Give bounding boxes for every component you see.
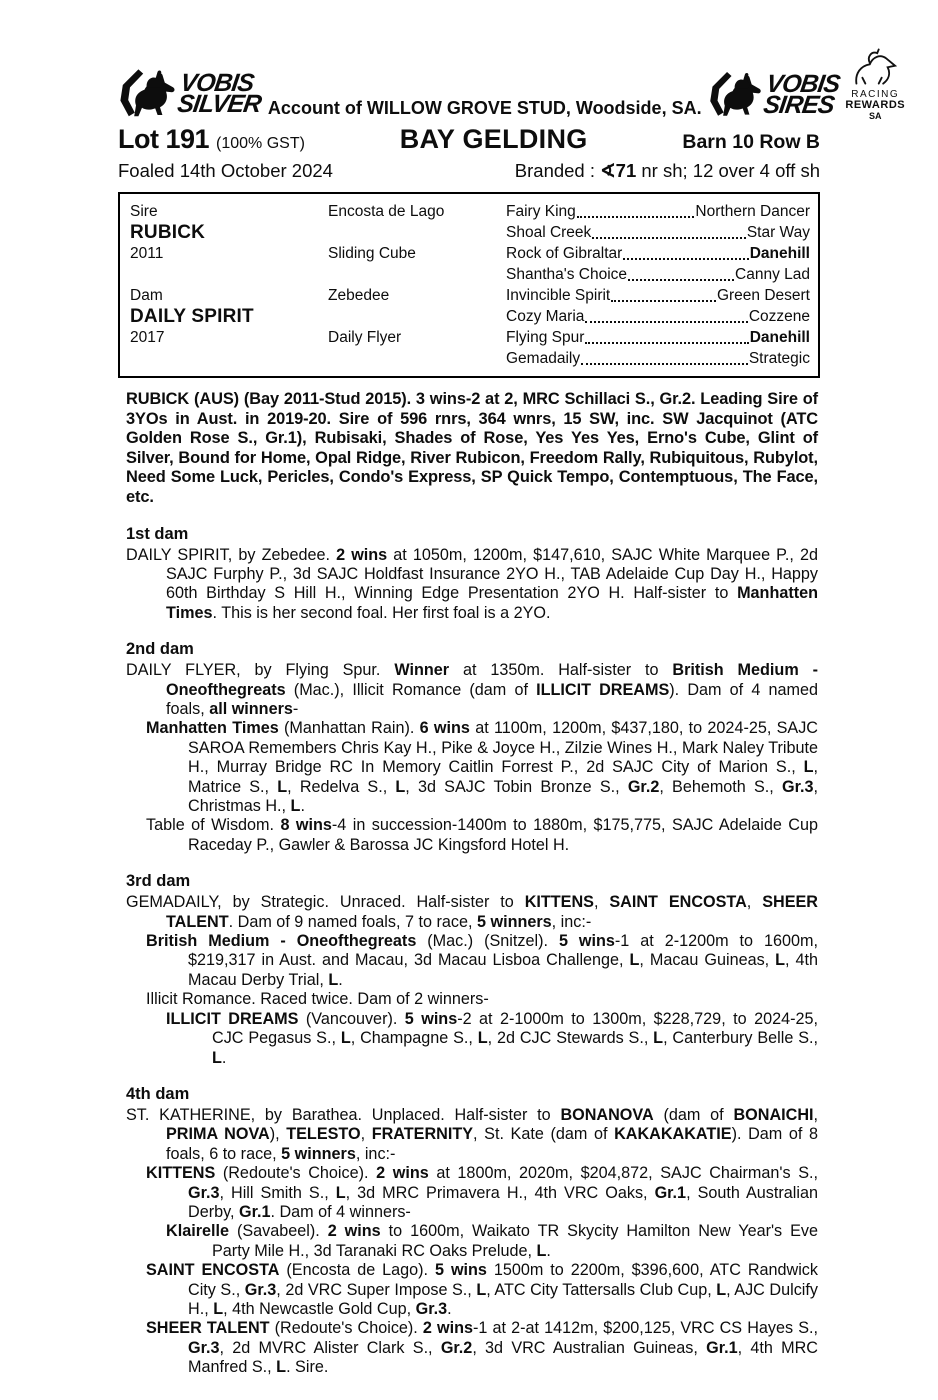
text-run: ,	[360, 1125, 372, 1144]
text-run: at 1800m, 2020m, $204,872, SAJC Chairman's S.,	[428, 1164, 818, 1183]
text-run: , Hill Smith S.,	[219, 1183, 336, 1202]
pedigree-ancestor-row	[506, 243, 810, 264]
ancestor-name-right: Danehill	[749, 329, 810, 346]
text-run: 6 wins	[419, 719, 470, 738]
text-run: , 4th Macau Derby Trial,	[188, 951, 818, 989]
text-run: PRIMA NOVA	[166, 1125, 270, 1144]
text-run: L	[536, 1241, 547, 1260]
pedigree-role-label: Sire	[130, 203, 158, 220]
racing-rewards-line3: SA	[868, 111, 882, 121]
pedigree-ancestor-row	[506, 327, 810, 348]
pedigree-parents	[328, 285, 506, 369]
text-run: Gr.3	[244, 1280, 277, 1299]
text-run: , 2d VRC Super Impose S.,	[276, 1280, 477, 1299]
text-run: , Champagne S.,	[350, 1029, 478, 1048]
text-run: -2 at 2-1000m to 1300m, $228,729, to 2024-25, CJC Pegasus S.,	[212, 1009, 818, 1048]
text-run: DAILY SPIRIT, by Zebedee.	[126, 545, 337, 564]
text-run: L	[213, 1299, 224, 1318]
dam-sections	[118, 525, 820, 1378]
logo-word: VOBIS	[178, 69, 256, 97]
pedigree-horse-name: RUBICK	[130, 222, 206, 243]
text-run: ILLICIT DREAMS	[536, 680, 670, 699]
text-run: Table of Wisdom.	[146, 816, 281, 835]
pedigree-entry	[126, 1106, 818, 1164]
dam-section	[126, 640, 818, 855]
text-run: BONANOVA	[560, 1105, 654, 1124]
text-run: 5 wins	[404, 1009, 458, 1028]
pedigree-block	[130, 285, 810, 369]
text-run: ). Dam of 4 named foals,	[166, 680, 818, 718]
text-run: , 2d CJC Stewards S.,	[487, 1029, 654, 1048]
pedigree-principal	[130, 285, 328, 369]
vobis-silver-wordmark	[175, 69, 265, 118]
spacer	[130, 348, 328, 369]
dam-section-heading: 2nd dam	[126, 640, 194, 659]
text-run: Gr.1	[654, 1183, 687, 1202]
dotted-leader	[592, 237, 746, 239]
text-run: SAINT ENCOSTA	[609, 893, 747, 912]
text-run: 2 wins	[376, 1164, 429, 1183]
text-run: , South Australian Derby,	[188, 1183, 818, 1221]
text-run: ,	[593, 893, 610, 912]
text-run: , 3d VRC Australian Guineas,	[472, 1338, 707, 1357]
text-run: KAKAKAKATIE	[614, 1125, 732, 1144]
text-run: L	[395, 777, 406, 796]
dotted-leader	[585, 321, 747, 323]
text-run: (Mac.), Illicit Romance (dam of	[285, 680, 537, 699]
text-run: , inc:-	[551, 912, 592, 931]
text-run: SHEER TALENT	[146, 1319, 270, 1338]
pedigree-parents	[328, 201, 506, 285]
pedigree-parent-name: Encosta de Lago	[328, 203, 445, 220]
text-run: Illicit Romance. Raced twice. Dam of 2 winners-	[146, 990, 489, 1009]
text-run: (Redoute's Choice).	[269, 1319, 423, 1338]
text-run: L	[629, 951, 640, 970]
text-run: KITTENS	[524, 893, 594, 912]
text-run: at 1350m. Half-sister to	[449, 661, 673, 680]
text-run: ). Dam of 8 foals, 6 to race,	[166, 1125, 818, 1163]
text-run: Gr.3	[188, 1338, 220, 1357]
text-run: 1500m to 2200m, $396,600, ATC Randwick City S.,	[188, 1261, 818, 1299]
vobis-sires-logo	[708, 68, 841, 122]
text-run: Gr.3	[415, 1299, 448, 1318]
dotted-leader	[581, 363, 748, 365]
pedigree-ancestor-row	[506, 264, 810, 285]
text-run: L	[290, 797, 301, 816]
pedigree-horse-name: DAILY SPIRIT	[130, 306, 254, 327]
text-run: -4 in succession-1400m to 1880m, $175,775, SAJC Adelaide Cup Raceday P., Gawler & Barossa JC Kingsford Hotel H.	[188, 816, 819, 854]
pedigree-entry	[126, 719, 818, 816]
text-run: SHEER TALENT	[166, 893, 818, 931]
ancestor-name-left: Flying Spur	[506, 329, 585, 346]
logo-word: SIRES	[761, 91, 836, 119]
text-run: British Medium - Oneofthegreats	[146, 932, 417, 951]
ancestor-name-left: Cozy Maria	[506, 308, 585, 325]
pedigree-parent-name: Daily Flyer	[328, 329, 402, 346]
dotted-leader	[577, 216, 695, 218]
ancestor-name-left: Rock of Gibraltar	[506, 245, 623, 262]
spacer	[130, 264, 328, 285]
text-run: , Redelva S.,	[287, 777, 396, 796]
text-run: , Matrice S.,	[188, 758, 818, 796]
logo-word: VOBIS	[764, 70, 841, 98]
pedigree-ancestor-row	[506, 306, 810, 327]
pedigree-entry	[126, 661, 818, 719]
text-run: DAILY FLYER, by Flying Spur.	[126, 661, 395, 680]
text-run: , 3d SAJC Tobin Bronze S.,	[405, 777, 628, 796]
ancestor-name-left: Shoal Creek	[506, 224, 592, 241]
pedigree-grandparents	[506, 201, 810, 285]
text-run: Gr.2	[440, 1338, 473, 1357]
pedigree-entry	[126, 990, 818, 1009]
foaled-branded-row	[118, 160, 820, 182]
ancestor-name-right: Northern Dancer	[695, 203, 810, 220]
text-run: ST. KATHERINE, by Barathea. Unplaced. Half-sister to	[126, 1105, 561, 1124]
text-run: , inc:-	[355, 1144, 396, 1163]
pedigree-principal	[130, 201, 328, 285]
horse-and-jockey-icon	[118, 66, 178, 122]
dam-section-heading: 1st dam	[126, 524, 189, 543]
pedigree-foal-year: 2011	[130, 245, 164, 262]
ancestor-name-left: Shantha's Choice	[506, 266, 628, 283]
text-run: . Sire.	[286, 1358, 329, 1377]
account-line: Account of WILLOW GROVE STUD, Woodside, SA.	[267, 98, 702, 118]
pedigree-entry	[126, 932, 818, 990]
text-run: .	[338, 970, 343, 989]
text-run: , Christmas H.,	[188, 777, 818, 816]
ancestor-name-right: Cozzene	[748, 308, 810, 325]
text-run: L	[803, 758, 814, 777]
text-run: L	[212, 1048, 222, 1067]
text-run: to 1600m, Waikato TR Skycity Hamilton New Year's Eve Party Mile H., 3d Taranaki RC Oaks Prelude,	[212, 1222, 819, 1260]
text-run: .	[300, 797, 305, 816]
pedigree-parent-name: Sliding Cube	[328, 245, 416, 262]
text-run: , 2d MVRC Alister Clark S.,	[219, 1338, 441, 1357]
dam-section	[126, 1085, 818, 1378]
pedigree-entry	[126, 1010, 818, 1068]
text-run: SAINT ENCOSTA	[146, 1261, 280, 1280]
dotted-leader	[585, 342, 748, 344]
text-run: 5 winners	[281, 1144, 356, 1163]
branded-prefix: Branded :	[514, 160, 601, 181]
pedigree-entry	[126, 1222, 818, 1261]
pedigree-entry	[126, 1319, 818, 1377]
barn-location: Barn 10 Row B	[682, 131, 820, 153]
text-run: ,	[813, 1105, 819, 1124]
text-run: Gr.3	[782, 777, 814, 796]
ancestor-name-right: Strategic	[748, 350, 810, 367]
ancestor-name-left: Fairy King	[506, 203, 576, 220]
text-run: Klairelle	[166, 1222, 229, 1241]
text-run: at 1050m, 1200m, $147,610, SAJC White Marquee P., 2d SAJC Furphy P., 3d SAJC Holdfast Insurance 2YO H., TAB Adelaide Cup Day H., Happy 60th Birthday S Hill H., Winning Edge Presentation 2YO H. Half-sister to	[166, 545, 818, 603]
pedigree-foal-year: 2017	[130, 329, 165, 346]
racing-rewards-sa-logo	[845, 47, 905, 122]
text-run: KITTENS	[146, 1164, 216, 1183]
pedigree-role-label: Dam	[130, 287, 163, 304]
ancestor-name-right: Star Way	[746, 224, 810, 241]
lot-title-row	[118, 124, 820, 155]
text-run: L	[775, 951, 786, 970]
pedigree-table	[118, 192, 820, 378]
ancestor-name-right: Green Desert	[716, 287, 810, 304]
pedigree-entry	[126, 1261, 818, 1319]
text-run: Manhatten Times	[146, 719, 279, 738]
text-run: L	[328, 970, 339, 989]
text-run: , Canterbury Belle S.,	[663, 1029, 818, 1048]
text-run: 8 wins	[280, 816, 332, 835]
text-run: ),	[269, 1125, 287, 1144]
lot-number: Lot 191	[118, 124, 210, 154]
pedigree-ancestor-row	[506, 222, 810, 243]
text-run: TELESTO	[286, 1125, 361, 1144]
text-run: L	[477, 1029, 488, 1048]
text-run: (Savabeel).	[229, 1222, 328, 1241]
text-run: -	[292, 700, 299, 718]
text-run: Manhatten Times	[166, 584, 818, 622]
ancestor-name-left: Gemadaily	[506, 350, 581, 367]
page-title: BAY GELDING	[399, 124, 588, 154]
text-run: , ATC City Tattersalls Club Cup,	[486, 1280, 717, 1299]
text-run: BONAICHI	[733, 1105, 814, 1124]
dam-section	[126, 872, 818, 1068]
text-run: L	[335, 1183, 346, 1202]
text-run: L	[340, 1029, 351, 1048]
text-run: Gr.1	[238, 1202, 271, 1221]
text-run: 2 wins	[327, 1222, 381, 1241]
brand-description	[515, 160, 820, 182]
text-run: Gr.1	[706, 1338, 738, 1357]
text-run: .	[447, 1299, 452, 1318]
text-run: , 4th Newcastle Gold Cup,	[223, 1299, 416, 1318]
racing-rewards-line1: RACING	[851, 89, 900, 100]
text-run: FRATERNITY	[371, 1125, 474, 1144]
horse-and-jockey-icon	[708, 68, 764, 122]
foaled-date: Foaled 14th October 2024	[118, 160, 333, 181]
pedigree-entry	[126, 546, 818, 624]
text-run: L	[476, 1280, 487, 1299]
text-run: , 4th MRC Manfred S.,	[188, 1338, 818, 1377]
racing-rewards-line2: REWARDS	[845, 99, 906, 111]
vobis-sires-wordmark	[761, 70, 841, 119]
vobis-silver-logo	[118, 66, 262, 122]
text-run: all winners	[209, 700, 293, 718]
ancestor-name-left: Invincible Spirit	[506, 287, 611, 304]
text-run: (Manhattan Rain).	[278, 719, 420, 738]
dotted-leader	[628, 279, 734, 281]
text-run: (Mac.) (Snitzel).	[416, 932, 559, 951]
text-run: Gr.3	[188, 1183, 220, 1202]
text-run: , 3d MRC Primavera H., 4th VRC Oaks,	[345, 1183, 655, 1202]
pedigree-ancestor-row	[506, 285, 810, 306]
dotted-leader	[623, 258, 748, 260]
text-run: , Macau Guineas,	[639, 951, 776, 970]
text-run: L	[653, 1029, 664, 1048]
dam-section-heading: 3rd dam	[126, 872, 191, 891]
text-run: 5 wins	[435, 1261, 487, 1280]
text-run: , Behemoth S.,	[659, 777, 782, 796]
ancestor-name-right: Danehill	[749, 245, 810, 262]
text-run: British Medium - Oneofthegreats	[166, 661, 818, 699]
text-run: 2 wins	[422, 1319, 473, 1338]
pedigree-ancestor-row	[506, 201, 810, 222]
text-run: Gr.2	[627, 777, 660, 796]
text-run: GEMADAILY, by Strategic. Unraced. Half-sister to	[126, 893, 525, 912]
horse-and-jockey-outline-icon	[849, 47, 901, 89]
logo-word: SILVER	[175, 90, 263, 118]
pedigree-entry	[126, 816, 818, 855]
text-run: , St. Kate (dam of	[473, 1125, 615, 1144]
text-run: (Redoute's Choice).	[215, 1164, 377, 1183]
text-run: . This is her second foal. Her first foal is a 2YO.	[212, 603, 551, 622]
dam-section	[126, 525, 818, 624]
text-run: -1 at 2-1200m to 1600m, $219,317 in Aust. and Macau, 3d Macau Lisboa Challenge,	[188, 932, 819, 970]
text-run: (Vancouver).	[298, 1009, 405, 1028]
ancestor-name-right: Canny Lad	[735, 266, 810, 283]
text-run: . Dam of 4 winners-	[270, 1202, 411, 1221]
text-run: Winner	[394, 661, 450, 680]
text-run: , AJC Dulcify H.,	[188, 1280, 818, 1318]
pedigree-ancestor-row	[506, 348, 810, 369]
text-run: ,	[746, 893, 763, 912]
pedigree-entry	[126, 893, 818, 932]
masthead	[118, 40, 906, 122]
text-run: .	[221, 1048, 227, 1067]
brand-placement: nr sh; 12 over 4 off sh	[636, 160, 820, 181]
text-run: 5 winners	[476, 912, 552, 931]
dotted-leader	[611, 300, 716, 302]
text-run: at 1100m, 1200m, $437,180, to 2024-25, SAJC SAROA Remembers Chris Kay H., Pike & Joyce H., Zilzie Wines H., Mark Naley Tribute H., Murray Bridge RC In Memory Caitlin Forrest P., 2d SAJC City of Marion S.,	[188, 719, 818, 777]
text-run: (dam of	[653, 1105, 734, 1124]
text-run: . Dam of 9 named foals, 7 to race,	[228, 912, 477, 931]
pedigree-parent-name: Zebedee	[328, 287, 390, 304]
pedigree-entry	[126, 1164, 818, 1222]
text-run: 5 wins	[558, 932, 615, 951]
text-run: -1 at 2-at 1412m, $200,125, VRC CS Hayes S.,	[473, 1319, 818, 1338]
pedigree-grandparents	[506, 285, 810, 369]
pedigree-block	[130, 201, 810, 285]
text-run: .	[546, 1241, 551, 1260]
text-run: L	[716, 1280, 727, 1299]
text-run: ILLICIT DREAMS	[166, 1009, 299, 1028]
stud-brand-mark: ∢71	[600, 160, 637, 181]
gst-note: (100% GST)	[216, 135, 305, 152]
dam-section-heading: 4th dam	[126, 1084, 190, 1103]
text-run: 2 wins	[336, 545, 388, 564]
text-run: L	[277, 777, 288, 796]
text-run: L	[276, 1358, 287, 1377]
text-run: (Encosta de Lago).	[279, 1261, 435, 1280]
sire-summary: RUBICK (AUS) (Bay 2011-Stud 2015). 3 wins-2 at 2, MRC Schillaci S., Gr.2. Leading Sire of 3YOs in Aust. in 2019-20. Sire of 596 rnrs, 364 wnrs, 15 SW, inc. SW Jacquinot (ATC Golden Rose S., Gr.1), Rubisaki, Shades of Rose, Yes Yes Yes, Erno's Cube, Glint of Silver, Bound for Home, Opal Ridge, River Rubicon, Freedom Rally, Rubiquitous, Rubylot, Need Some Luck, Pericles, Condo's Express, SP Quick Tempo, Contemptuous, The Face, etc.	[126, 390, 818, 506]
